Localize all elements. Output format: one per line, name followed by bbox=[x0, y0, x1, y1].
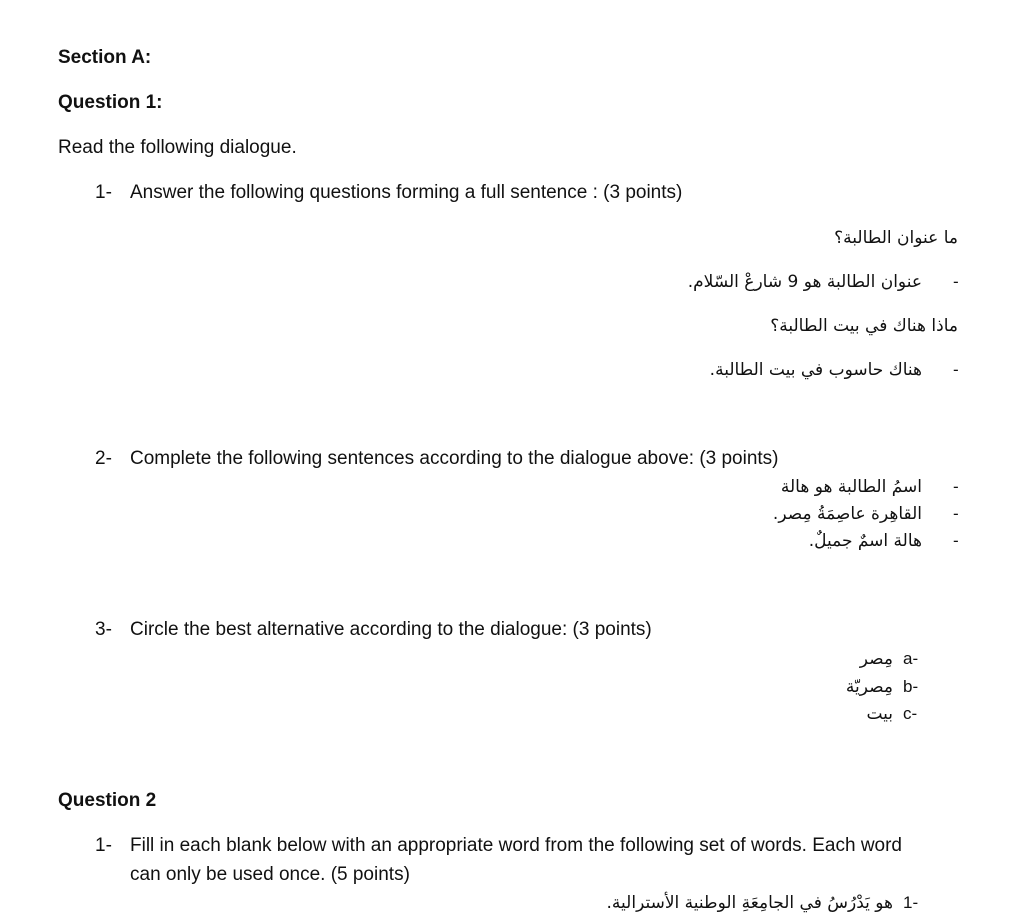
blank-item: هو يَدْرُسُ في الجامِعَةِ الوطنية الأسترالية. bbox=[606, 893, 893, 913]
dialogue-question: ما عنوان الطالبة؟ bbox=[834, 228, 958, 248]
section-title: Section A: bbox=[58, 47, 152, 68]
option-a[interactable]: مِصر bbox=[859, 649, 893, 669]
question-2-title: Question 2 bbox=[58, 790, 157, 811]
q2-1-item-number: 1- bbox=[95, 835, 112, 856]
blank-item-label: 1- bbox=[903, 893, 919, 912]
option-label-b: b- bbox=[903, 677, 919, 696]
sentence-item: هالة اسمٌ جميلٌ. bbox=[808, 531, 922, 551]
q3-item-number: 3- bbox=[95, 619, 112, 640]
sentence-item: القاهِرة عاصِمَةُ مِصر. bbox=[772, 504, 922, 524]
q3-item-prompt: Circle the best alternative according to the dialogue: (3 points) bbox=[130, 619, 652, 640]
dialogue-question: ماذا هناك في بيت الطالبة؟ bbox=[770, 316, 958, 336]
dialogue-answer: عنوان الطالبة هو 9 شارعْ السّلام. bbox=[687, 272, 922, 292]
sentence-dash: - bbox=[953, 477, 959, 496]
q1-item-number: 1- bbox=[95, 182, 112, 203]
question-1-intro: Read the following dialogue. bbox=[58, 137, 297, 158]
q1-item-prompt: Answer the following questions forming a full sentence : (3 points) bbox=[130, 182, 683, 203]
answer-dash: - bbox=[953, 360, 959, 379]
q2-item-prompt: Complete the following sentences according to the dialogue above: (3 points) bbox=[130, 448, 779, 469]
question-1-title: Question 1: bbox=[58, 92, 163, 113]
answer-dash: - bbox=[953, 272, 959, 291]
option-c[interactable]: بيت bbox=[866, 704, 893, 724]
option-label-c: c- bbox=[903, 704, 918, 723]
sentence-dash: - bbox=[953, 504, 959, 523]
q2-1-prompt-line1: Fill in each blank below with an appropriate word from the following set of words. Each word bbox=[130, 835, 902, 856]
sentence-item: اسمُ الطالبة هو هالة bbox=[780, 477, 922, 497]
option-label-a: a- bbox=[903, 649, 919, 668]
sentence-dash: - bbox=[953, 531, 959, 550]
q2-item-number: 2- bbox=[95, 448, 112, 469]
option-b[interactable]: مِصريّة bbox=[845, 677, 893, 697]
q2-1-prompt-line2: can only be used once. (5 points) bbox=[130, 864, 410, 885]
dialogue-answer: هناك حاسوب في بيت الطالبة. bbox=[709, 360, 922, 380]
